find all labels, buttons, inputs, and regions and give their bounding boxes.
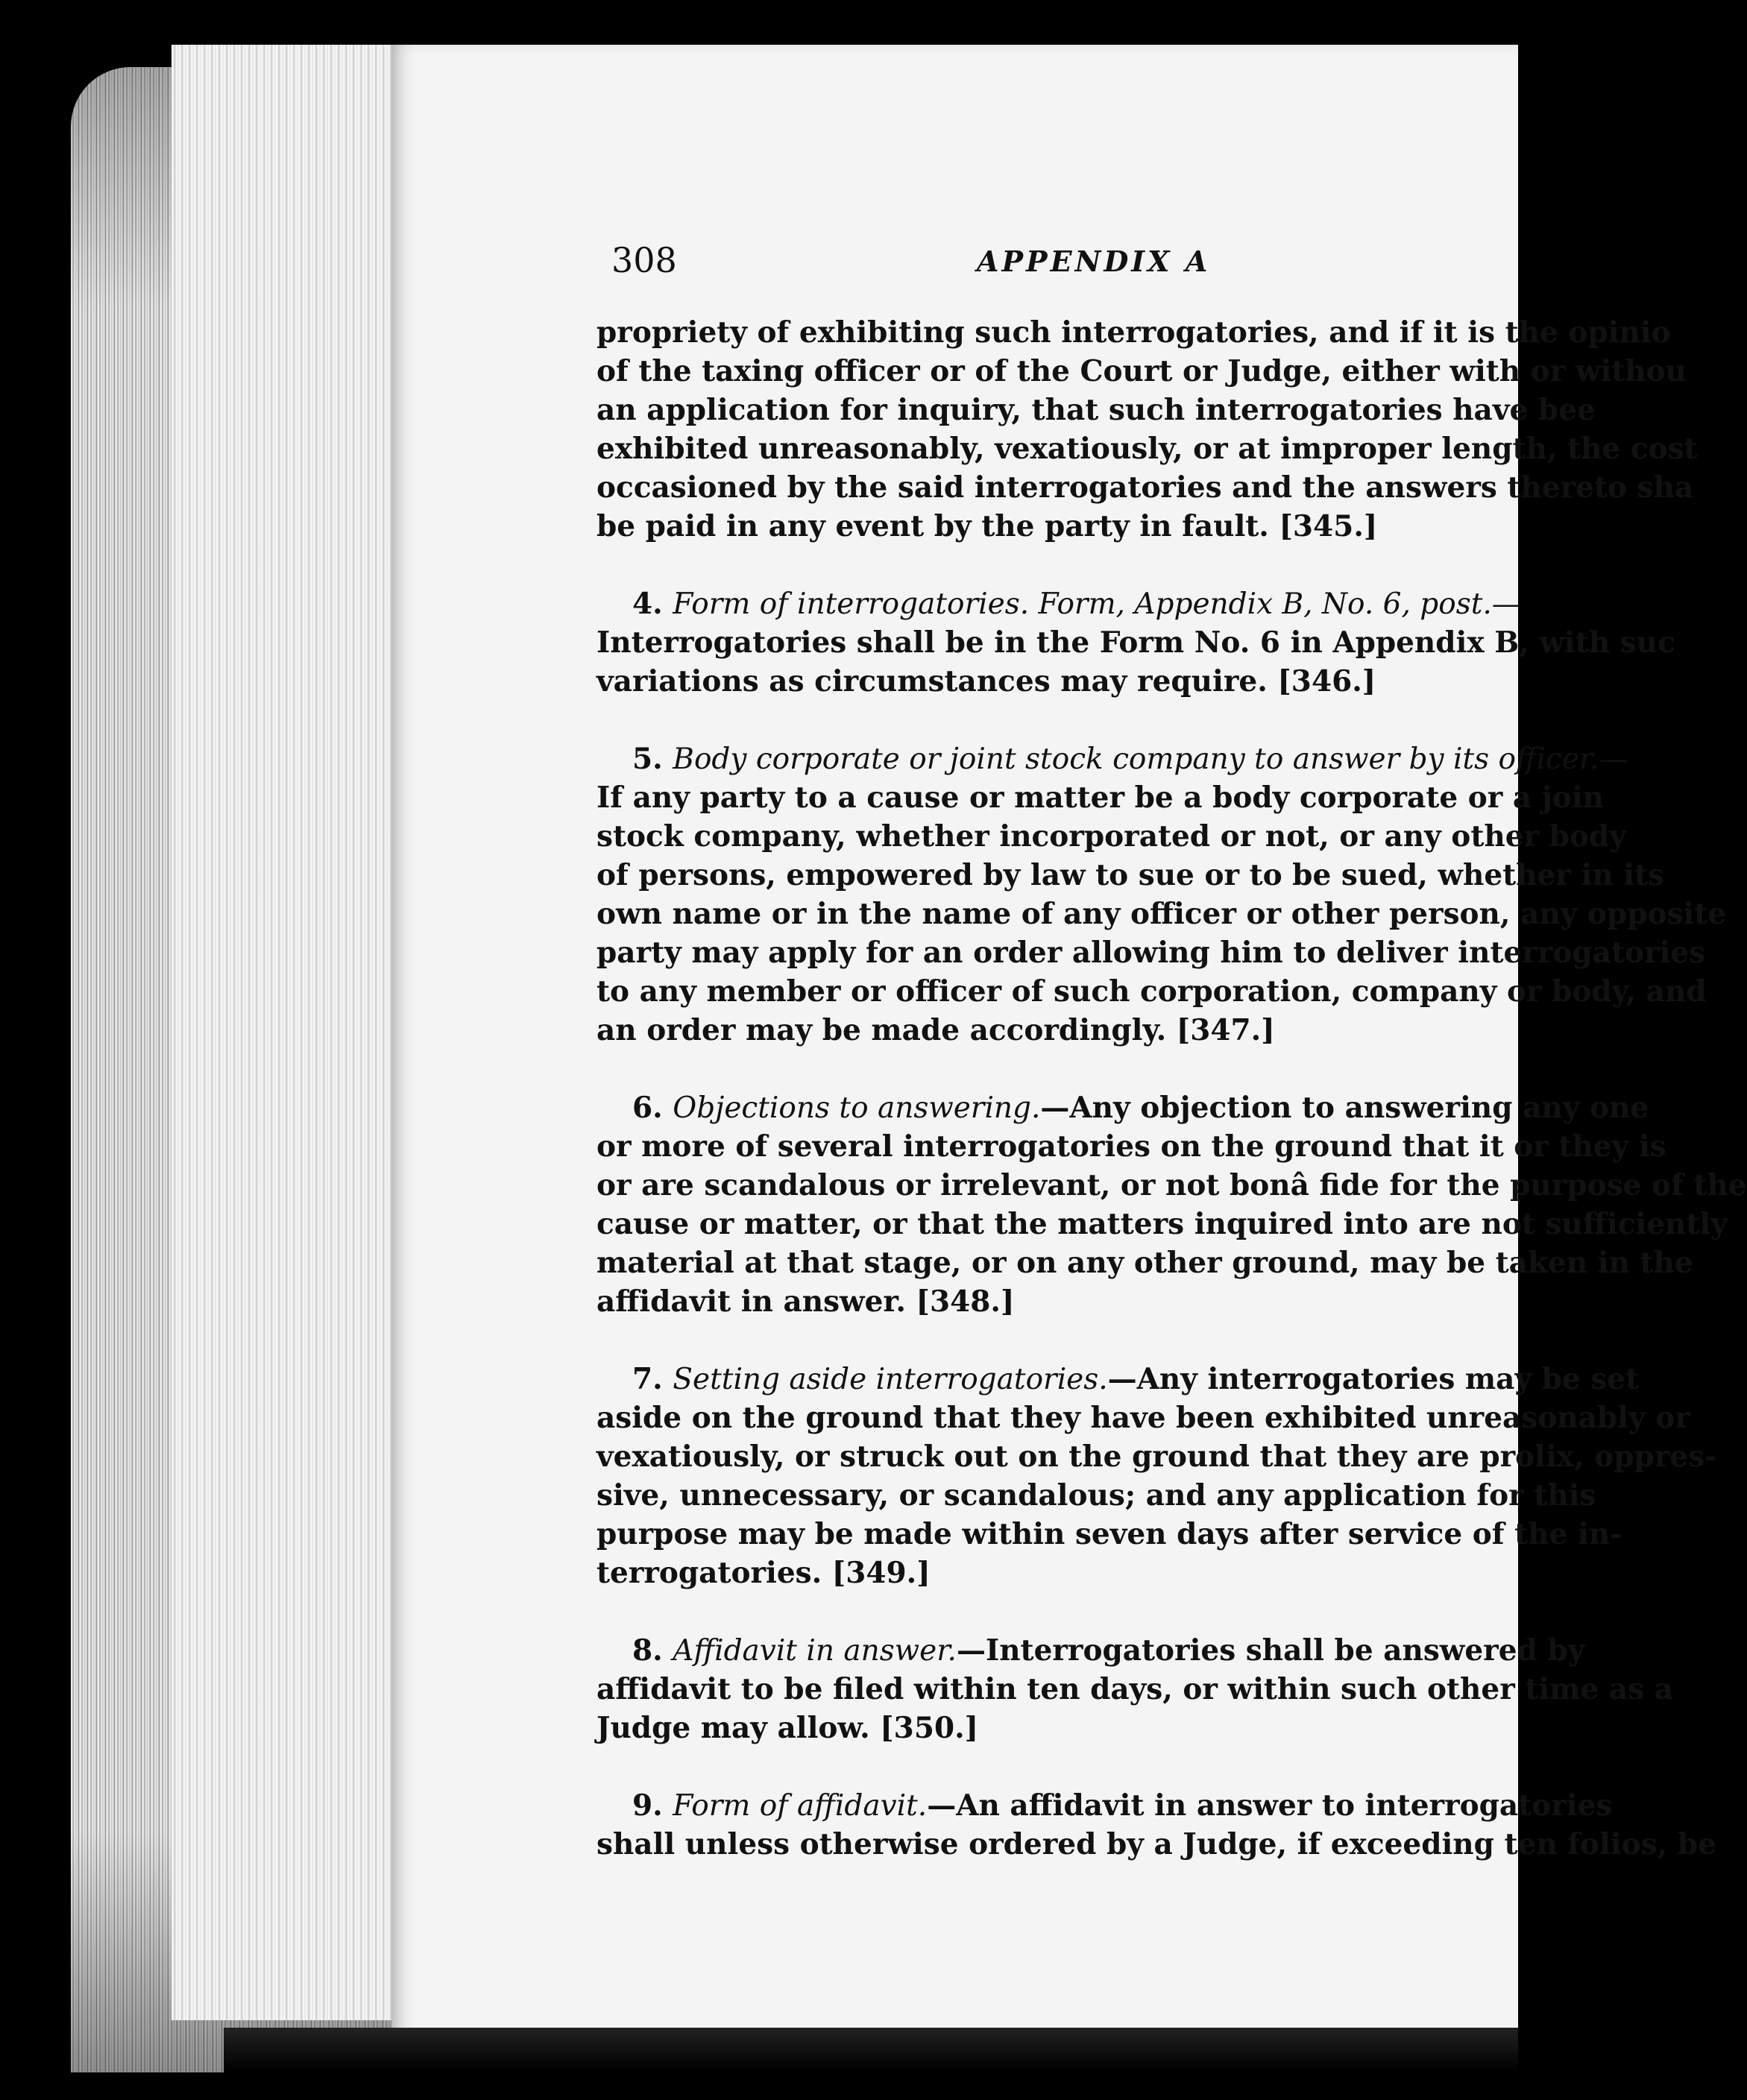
rule-text-start: —Interrogatories shall be answered by — [956, 1633, 1585, 1668]
text-line: sive, unnecessary, or scandalous; and any application for this — [597, 1478, 1596, 1513]
paragraph-rule-8 — [597, 1631, 1673, 1747]
running-head: APPENDIX A — [977, 245, 1211, 278]
text-line: cause or matter, or that the matters inquired into are not sufficiently — [597, 1207, 1728, 1241]
text-line: occasioned by the said interrogatories and the answers thereto sha — [597, 470, 1694, 505]
text-line: stock company, whether incorporated or not, or any other body — [597, 819, 1626, 854]
text-line: or are scandalous or irrelevant, or not bonâ fide for the purpose of the — [597, 1168, 1747, 1202]
text-line: If any party to a cause or matter be a body corporate or a join — [597, 781, 1605, 815]
text-line: Interrogatories shall be in the Form No. 6 in Appendix B, with suc — [597, 625, 1675, 660]
text-line: aside on the ground that they have been exhibited unreasonably or — [597, 1401, 1690, 1435]
text-line: variations as circumstances may require. [346.] — [597, 664, 1376, 699]
page-body — [597, 313, 1747, 1902]
paragraph-rule-5 — [597, 740, 1727, 1050]
paragraph-rule-9 — [597, 1786, 1716, 1864]
rule-title: Setting aside interrogatories. — [673, 1363, 1108, 1396]
text-line: Judge may allow. [350.] — [597, 1711, 979, 1745]
book-page-edges-inner — [171, 45, 395, 2020]
rule-title: Objections to answering. — [673, 1091, 1041, 1125]
rule-title: Form of interrogatories. Form, Appendix B, No. 6, post.— — [673, 587, 1521, 621]
rule-number: 8. — [632, 1633, 663, 1668]
page-header — [611, 240, 1506, 285]
rule-text-start: —An affidavit in answer to interrogatories — [927, 1788, 1613, 1823]
text-line: of persons, empowered by law to sue or to be sued, whether in its — [597, 858, 1664, 892]
text-line: an order may be made accordingly. [347.] — [597, 1013, 1275, 1047]
paragraph-rule-6 — [597, 1088, 1747, 1321]
text-line: or more of several interrogatories on the ground that it or they is — [597, 1129, 1666, 1164]
rule-text-start: —Any interrogatories may be set — [1107, 1362, 1640, 1396]
rule-number: 4. — [632, 587, 663, 621]
rule-number: 9. — [632, 1788, 663, 1823]
paragraph-continuation — [597, 313, 1698, 546]
text-line: affidavit to be filed within ten days, or within such other time as a — [597, 1672, 1673, 1706]
bottom-shadow — [224, 2028, 1518, 2100]
paragraph-rule-4 — [597, 584, 1675, 701]
rule-text-start: —Any objection to answering any one — [1040, 1091, 1649, 1125]
rule-heading-line — [597, 584, 1573, 623]
rule-heading-line — [597, 740, 1628, 778]
text-line: own name or in the name of any officer or other person, any opposite — [597, 897, 1727, 931]
page-number: 308 — [611, 240, 677, 280]
rule-heading-line — [597, 1631, 1585, 1670]
text-line: be paid in any event by the party in fault. [345.] — [597, 509, 1378, 543]
rule-heading-line — [597, 1786, 1613, 1825]
rule-title: Affidavit in answer. — [673, 1634, 957, 1668]
text-line: propriety of exhibiting such interrogatories, and if it is the opinio — [597, 315, 1671, 350]
rule-title: Body corporate or joint stock company to answer by its officer.— — [673, 742, 1628, 776]
text-line: terrogatories. [349.] — [597, 1556, 931, 1590]
rule-title: Form of affidavit. — [673, 1789, 928, 1823]
text-line: of the taxing officer or of the Court or Judge, either with or withou — [597, 354, 1687, 388]
rule-heading-line — [597, 1088, 1649, 1127]
text-line: party may apply for an order allowing him to deliver interrogatories — [597, 936, 1706, 970]
text-line: shall unless otherwise ordered by a Judge, if exceeding ten folios, be — [597, 1827, 1716, 1861]
paragraph-rule-7 — [597, 1360, 1717, 1592]
rule-heading-line — [597, 1360, 1640, 1399]
text-line: material at that stage, or on any other ground, may be taken in the — [597, 1246, 1693, 1280]
text-line: to any member or officer of such corporation, company or body, and — [597, 974, 1707, 1009]
text-line: an application for inquiry, that such interrogatories have bee — [597, 393, 1596, 427]
text-line: vexatiously, or struck out on the ground that they are prolix, oppres- — [597, 1440, 1717, 1474]
text-line: exhibited unreasonably, vexatiously, or at improper length, the cost — [597, 432, 1698, 466]
text-line: affidavit in answer. [348.] — [597, 1284, 1015, 1319]
rule-number: 5. — [632, 742, 663, 776]
text-line: purpose may be made within seven days after service of the in- — [597, 1517, 1622, 1551]
rule-number: 6. — [632, 1091, 663, 1125]
rule-number: 7. — [632, 1362, 663, 1396]
